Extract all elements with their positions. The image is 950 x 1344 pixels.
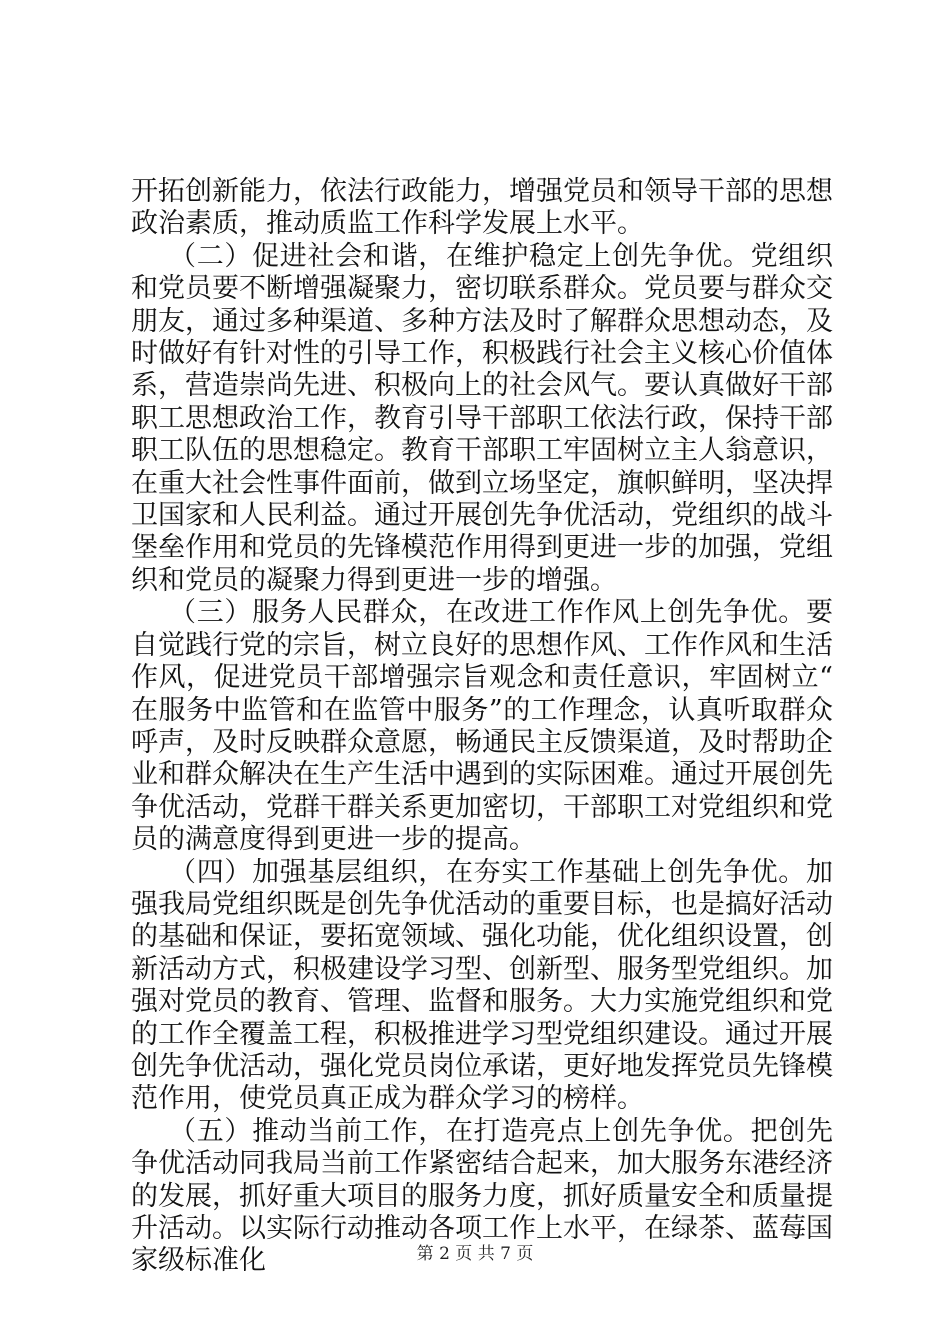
paragraph-section-4: （四）加强基层组织，在夯实工作基础上创先争优。加强我局党组织既是创先争优活动的重要目标，也是搞好活动的基础和保证，要拓宽领域、强化功能，优化组织设置，创新活动方式，积极建设学习型、创新型、服务型党组织。加强对党员的教育、管理、监督和服务。大力实施党组织和党的工作全覆盖工程，积极推进学习型党组织建设。通过开展创先争优活动，强化党员岗位承诺，更好地发挥党员先锋模范作用，使党员真正成为群众学习的榜样。: [131, 856, 833, 1115]
paragraph-section-5: （五）推动当前工作，在打造亮点上创先争优。把创先争优活动同我局当前工作紧密结合起来，加大服务东港经济的发展，抓好重大项目的服务力度，抓好质量安全和质量提升活动。以实际行动推动各项工作上水平，在绿茶、蓝莓国家级标准化: [131, 1115, 833, 1277]
paragraph-section-3: （三）服务人民群众，在改进工作作风上创先争优。要自觉践行党的宗旨，树立良好的思想作风、工作作风和生活作风，促进党员干部增强宗旨观念和责任意识，牢固树立“在服务中监管和在监管中服务”的工作理念，认真听取群众呼声，及时反映群众意愿，畅通民主反馈渠道，及时帮助企业和群众解决在生产生活中遇到的实际困难。通过开展创先争优活动，党群干群关系更加密切，干部职工对党组织和党员的满意度得到更进一步的提高。: [131, 597, 833, 856]
paragraph-continuation: 开拓创新能力，依法行政能力，增强党员和领导干部的思想政治素质，推动质监工作科学发展上水平。: [131, 176, 833, 240]
document-body: [131, 176, 833, 1278]
page-footer: 第 2 页 共 7 页: [416, 1244, 534, 1264]
paragraph-section-2: （二）促进社会和谐，在维护稳定上创先争优。党组织和党员要不断增强凝聚力，密切联系群众。党员要与群众交朋友，通过多种渠道、多种方法及时了解群众思想动态，及时做好有针对性的引导工作，积极践行社会主义核心价值体系，营造崇尚先进、积极向上的社会风气。要认真做好干部职工思想政治工作，教育引导干部职工依法行政，保持干部职工队伍的思想稳定。教育干部职工牢固树立主人翁意识，在重大社会性事件面前，做到立场坚定，旗帜鲜明，坚决捍卫国家和人民利益。通过开展创先争优活动，党组织的战斗堡垒作用和党员的先锋模范作用得到更进一步的加强，党组织和党员的凝聚力得到更进一步的增强。: [131, 240, 833, 596]
